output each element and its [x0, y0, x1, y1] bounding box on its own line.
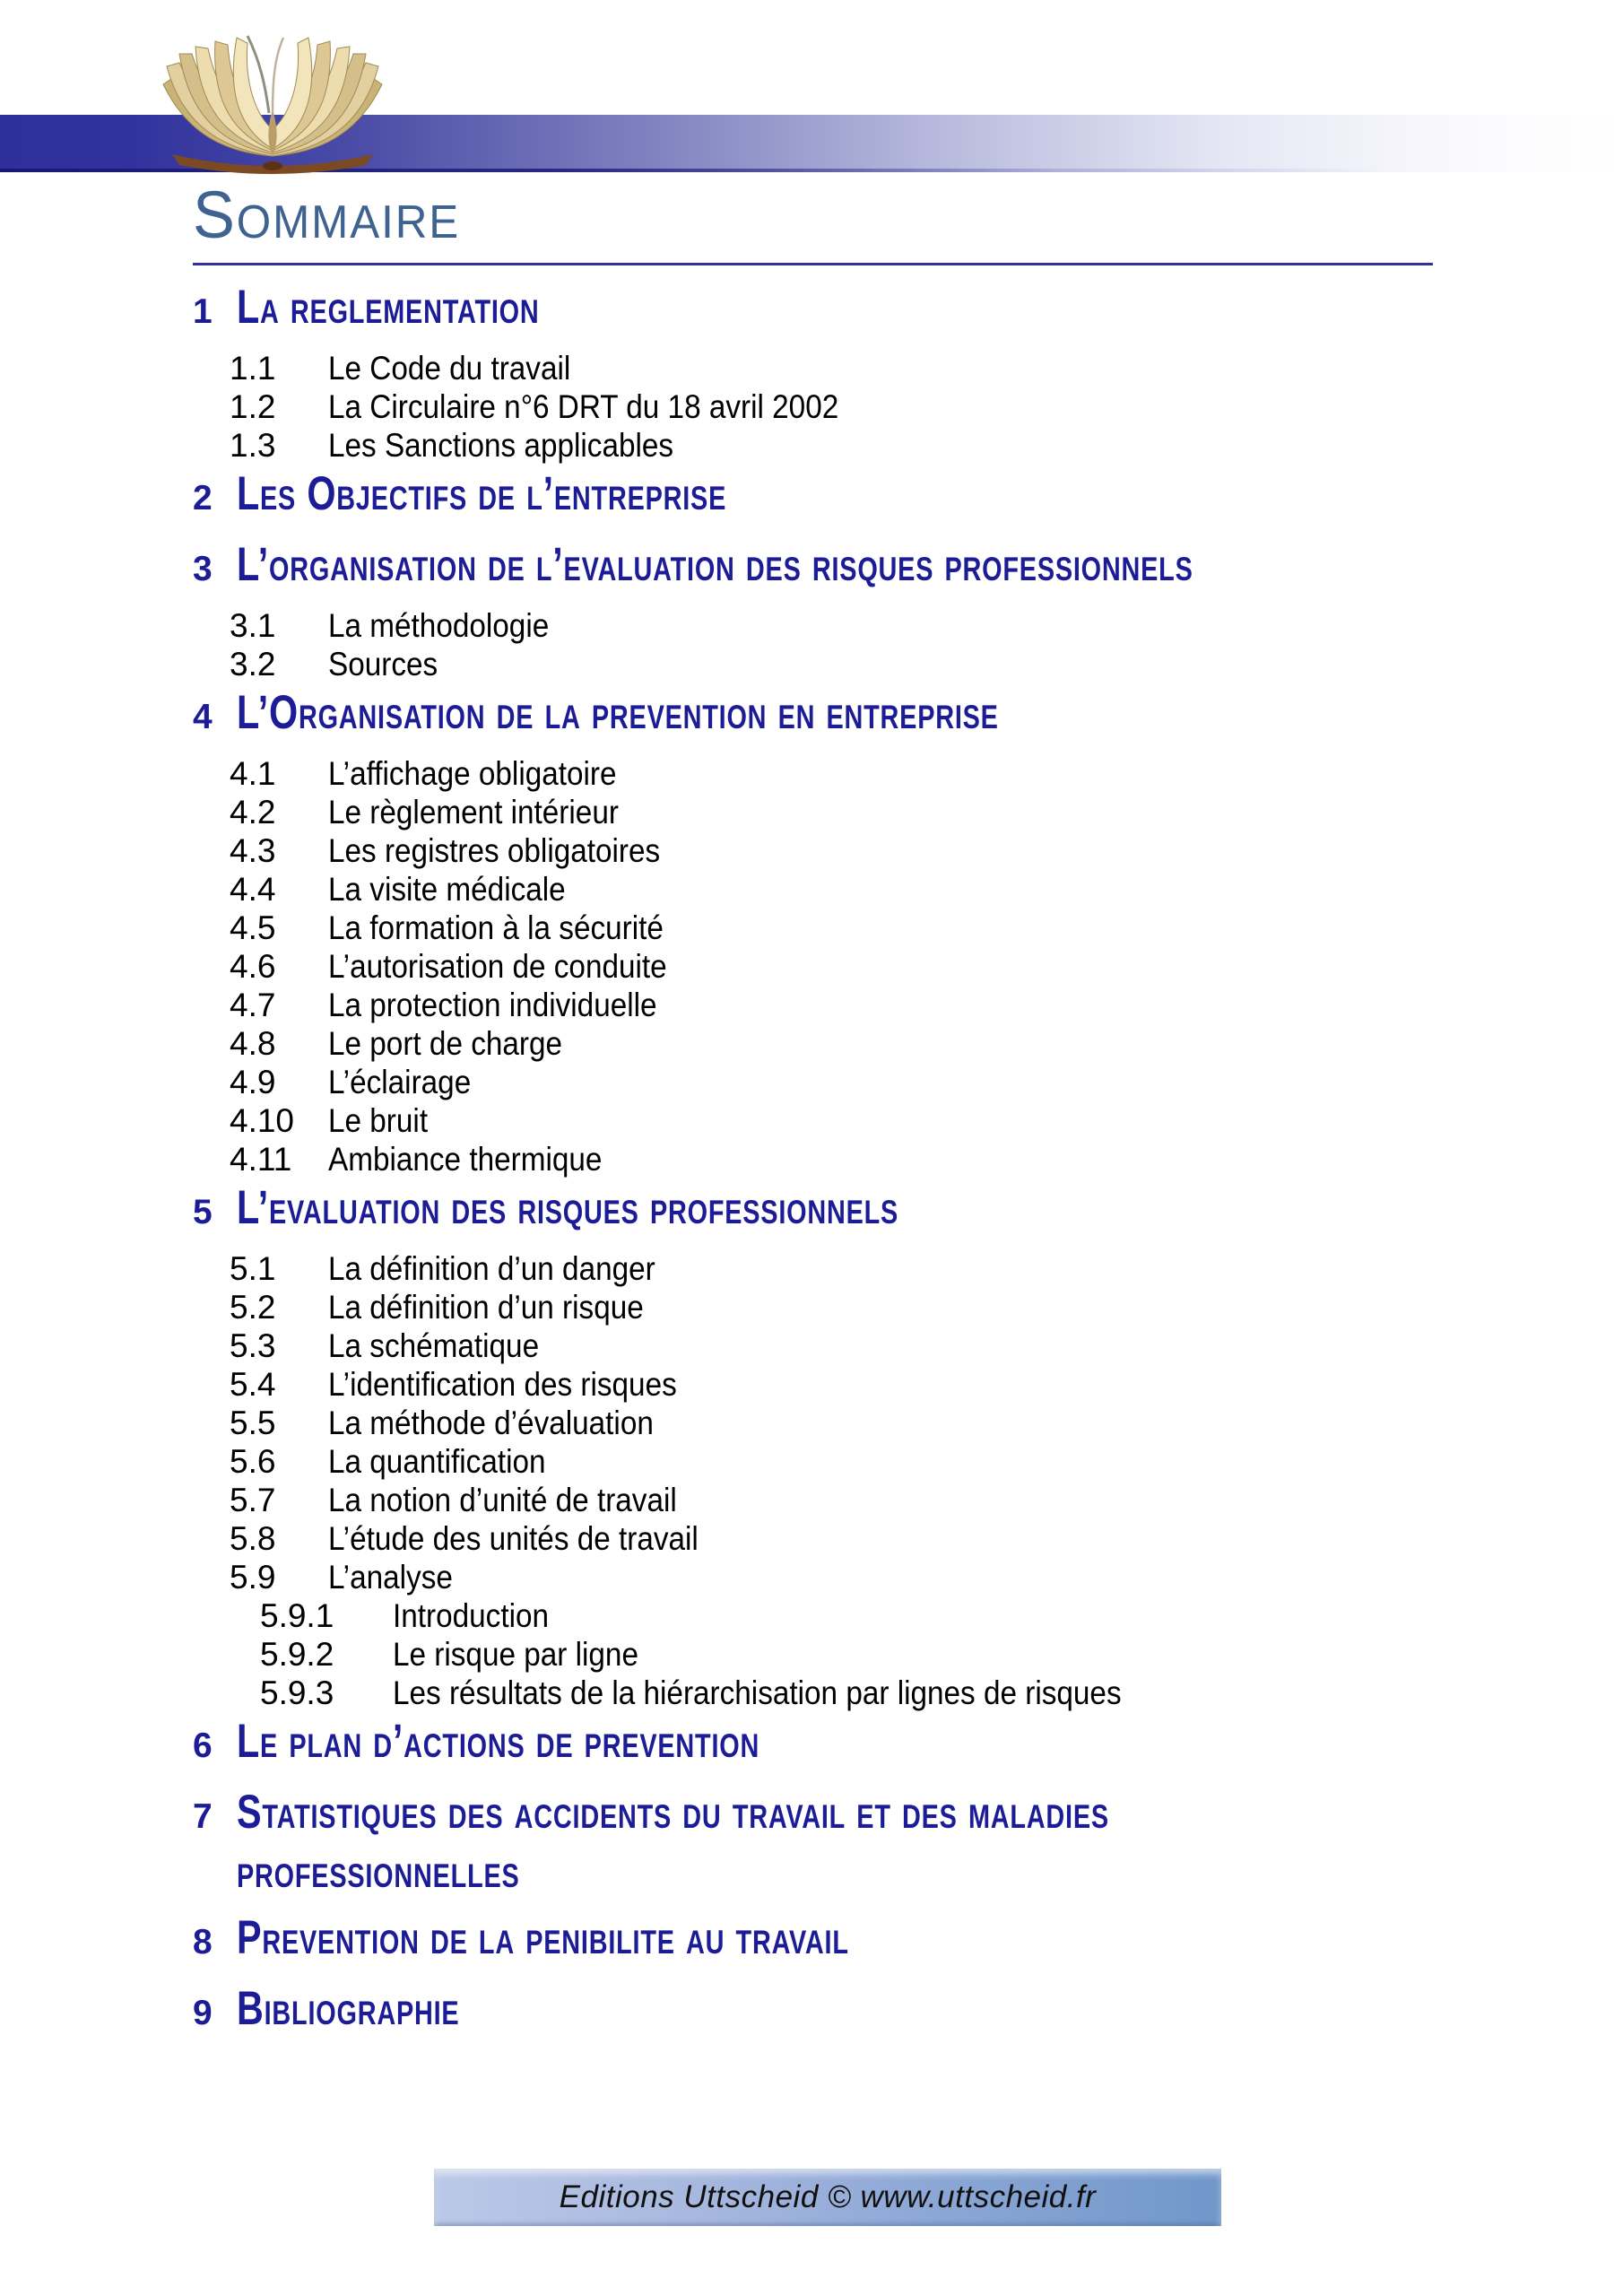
- item-number: 5.6: [230, 1443, 276, 1480]
- item-number: 1.3: [230, 427, 276, 464]
- toc-item: [230, 1481, 1439, 1519]
- section-title: [237, 1783, 1355, 1901]
- toc-item: [230, 1404, 1439, 1442]
- item-label: La méthodologie: [328, 607, 550, 644]
- item-number: 4.4: [230, 871, 276, 908]
- page-title: Sommaire: [193, 178, 461, 252]
- item-label: Les Sanctions applicables: [328, 427, 674, 464]
- item-number: 4.2: [230, 794, 276, 831]
- item-label: Le Code du travail: [328, 350, 571, 387]
- section-title-line: professionnelles: [237, 1845, 520, 1898]
- toc-item: [230, 1101, 1439, 1140]
- toc-item: [230, 426, 1439, 465]
- toc-section-heading: [193, 535, 1439, 599]
- section-title-line: Statistiques des accidents du travail et des maladies: [237, 1786, 1109, 1839]
- item-label: La définition d’un risque: [328, 1289, 644, 1326]
- section-number: 8: [193, 1923, 213, 1961]
- item-number: 5.9.3: [260, 1674, 334, 1711]
- toc-item: [230, 1140, 1439, 1178]
- item-number: 5.3: [230, 1327, 276, 1364]
- toc-item: [230, 1326, 1439, 1365]
- item-label: Ambiance thermique: [328, 1141, 603, 1178]
- toc-item: [230, 645, 1439, 683]
- item-number: 5.9.2: [260, 1636, 334, 1673]
- toc-item: [230, 831, 1439, 870]
- title-divider: [193, 263, 1433, 265]
- section-title: [237, 1178, 1085, 1238]
- item-number: 4.9: [230, 1064, 276, 1100]
- item-label: Le bruit: [328, 1102, 429, 1139]
- item-label: L’analyse: [328, 1559, 453, 1596]
- toc-item: [230, 947, 1439, 986]
- toc-item: [230, 1288, 1439, 1326]
- item-label: Le risque par ligne: [393, 1636, 638, 1673]
- toc-item: [230, 349, 1439, 387]
- item-label: La visite médicale: [328, 871, 566, 908]
- toc-section-heading: [193, 1712, 1439, 1776]
- item-number: 5.9: [230, 1559, 276, 1596]
- item-number: 1.1: [230, 350, 276, 387]
- item-number: 5.8: [230, 1520, 276, 1557]
- section-title-line: La reglementation: [237, 281, 540, 334]
- item-number: 4.8: [230, 1025, 276, 1062]
- toc-item: [230, 1519, 1439, 1558]
- section-number: 1: [193, 292, 213, 331]
- item-label: L’identification des risques: [328, 1366, 677, 1403]
- toc-item: [230, 1442, 1439, 1481]
- toc-section-heading: [193, 465, 1439, 528]
- footer-text: Editions Uttscheid © www.uttscheid.fr: [559, 2179, 1097, 2214]
- toc-item: [230, 1249, 1439, 1288]
- item-number: 3.1: [230, 607, 276, 644]
- section-number: 5: [193, 1193, 213, 1231]
- item-label: L’autorisation de conduite: [328, 948, 667, 985]
- section-number: 2: [193, 479, 213, 517]
- section-title-line: L’Organisation de la prevention en entreprise: [237, 686, 999, 739]
- item-number: 4.7: [230, 987, 276, 1023]
- item-label: Le port de charge: [328, 1025, 563, 1062]
- item-label: La quantification: [328, 1443, 546, 1480]
- item-number: 5.2: [230, 1289, 276, 1326]
- section-title-line: Les Objectifs de l’entreprise: [237, 467, 727, 520]
- section-title: [237, 1712, 907, 1771]
- section-title-line: L’evaluation des risques professionnels: [237, 1181, 899, 1234]
- item-label: L’éclairage: [328, 1064, 472, 1100]
- toc-section-heading: [193, 1178, 1439, 1242]
- section-title: [237, 1979, 523, 2039]
- section-number: 4: [193, 698, 213, 736]
- item-number: 1.2: [230, 388, 276, 425]
- item-label: La notion d’unité de travail: [328, 1482, 677, 1518]
- item-number: 5.9.1: [260, 1597, 334, 1634]
- item-number: 4.11: [230, 1141, 292, 1178]
- section-number: 9: [193, 1994, 213, 2032]
- section-number: 3: [193, 550, 213, 588]
- item-number: 5.1: [230, 1250, 276, 1287]
- item-label: La schématique: [328, 1327, 540, 1364]
- toc-item: [230, 1558, 1439, 1596]
- toc-item: [230, 986, 1439, 1024]
- toc-section-heading: [193, 1979, 1439, 2043]
- toc-item: [260, 1596, 1439, 1635]
- item-label: L’affichage obligatoire: [328, 755, 617, 792]
- item-label: Le règlement intérieur: [328, 794, 619, 831]
- section-title: [237, 278, 625, 337]
- item-label: La formation à la sécurité: [328, 909, 664, 946]
- item-number: 5.4: [230, 1366, 276, 1403]
- toc-item: [260, 1635, 1439, 1674]
- toc-item: [230, 387, 1439, 426]
- section-title: [237, 683, 1213, 743]
- section-title-line: Le plan d’actions de prevention: [237, 1715, 760, 1768]
- item-label: Les résultats de la hiérarchisation par lignes de risques: [393, 1674, 1122, 1711]
- toc-item: [230, 754, 1439, 793]
- toc-item: [230, 793, 1439, 831]
- item-label: Introduction: [393, 1597, 550, 1634]
- toc-item: [230, 606, 1439, 645]
- toc-section-heading: [193, 683, 1439, 747]
- toc-item: [230, 870, 1439, 909]
- section-title: [237, 465, 864, 524]
- item-label: La Circulaire n°6 DRT du 18 avril 2002: [328, 388, 839, 425]
- open-book-icon: [142, 30, 404, 178]
- item-number: 4.10: [230, 1102, 295, 1139]
- section-title-line: Prevention de la penibilite au travail: [237, 1911, 849, 1964]
- toc-item: [230, 909, 1439, 947]
- toc-section-heading: [193, 278, 1439, 342]
- toc-section-heading: [193, 1783, 1439, 1901]
- toc-list: [193, 278, 1439, 2043]
- toc-section-heading: [193, 1909, 1439, 1972]
- item-label: La méthode d’évaluation: [328, 1405, 654, 1441]
- item-label: L’étude des unités de travail: [328, 1520, 699, 1557]
- toc-item: [230, 1024, 1439, 1063]
- item-label: Sources: [328, 646, 438, 683]
- item-number: 4.5: [230, 909, 276, 946]
- item-number: 3.2: [230, 646, 276, 683]
- item-number: 4.1: [230, 755, 276, 792]
- footer-bar: [434, 2169, 1221, 2226]
- item-number: 4.3: [230, 832, 276, 869]
- toc-item: [230, 1365, 1439, 1404]
- section-title-line: Bibliographie: [237, 1982, 460, 2035]
- item-number: 4.6: [230, 948, 276, 985]
- section-title: [237, 1909, 1021, 1968]
- section-title: [237, 535, 1462, 595]
- item-label: La protection individuelle: [328, 987, 657, 1023]
- item-label: Les registres obligatoires: [328, 832, 661, 869]
- toc-item: [260, 1674, 1439, 1712]
- section-title-line: L’organisation de l’evaluation des risques professionnels: [237, 538, 1193, 591]
- toc-item: [230, 1063, 1439, 1101]
- section-number: 6: [193, 1726, 213, 1765]
- item-number: 5.5: [230, 1405, 276, 1441]
- item-label: La définition d’un danger: [328, 1250, 655, 1287]
- summary-page-content: [193, 179, 1439, 2050]
- section-number: 7: [193, 1797, 213, 1836]
- item-number: 5.7: [230, 1482, 276, 1518]
